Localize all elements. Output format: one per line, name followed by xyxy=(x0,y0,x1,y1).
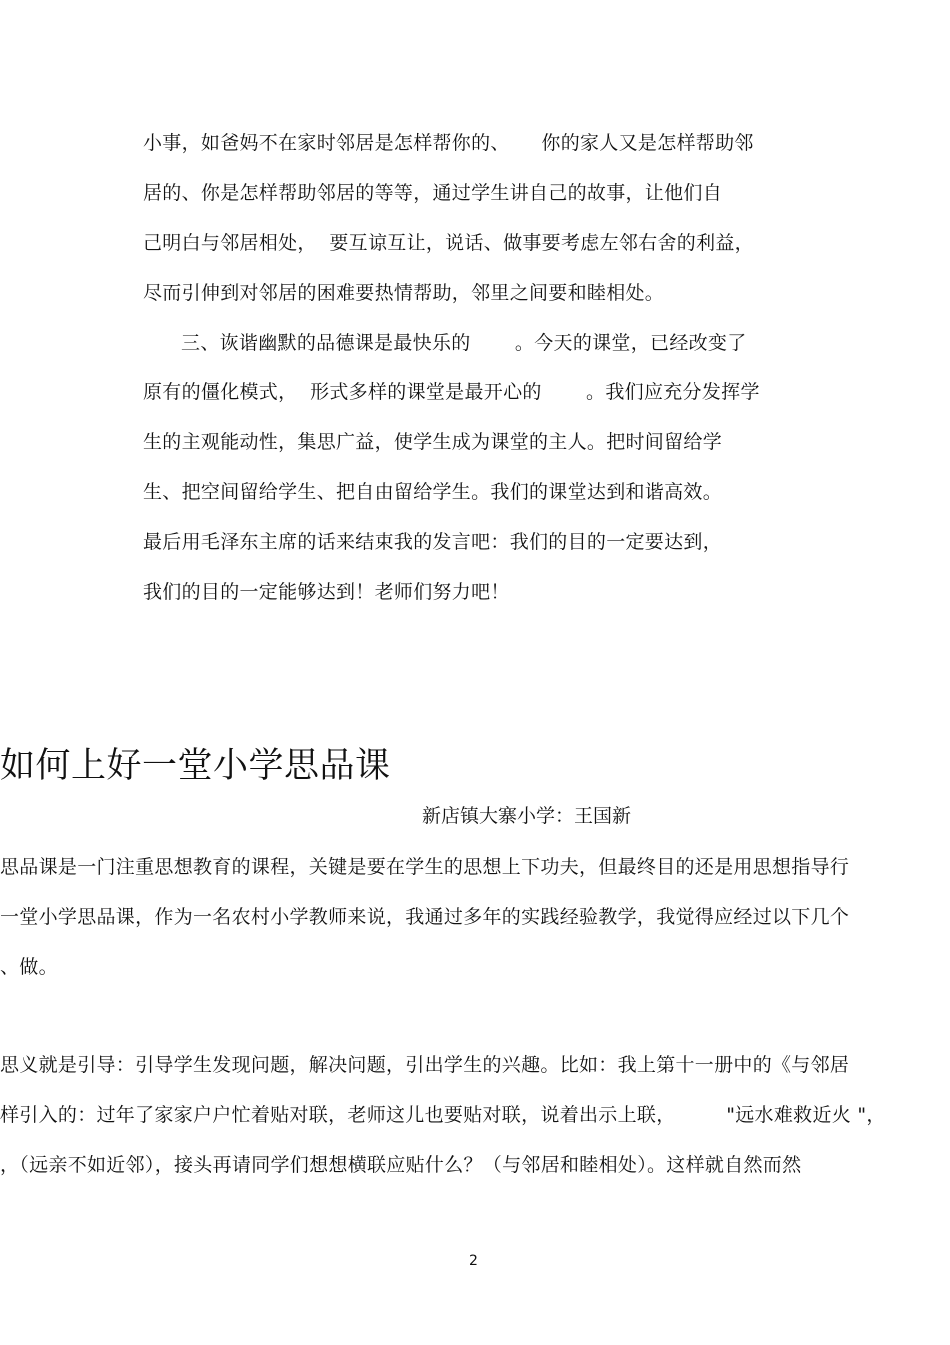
body-text-line: 最后用毛泽东主席的话来结束我的发言吧：我们的目的一定要达到， xyxy=(143,531,723,553)
body-text-line: 样引入的：过年了家家户户忙着贴对联，老师这儿也要贴对联，说着出示上联， "远水难救近火 "， xyxy=(0,1104,886,1126)
body-text-line: 我们的目的一定能够达到！老师们努力吧！ xyxy=(143,581,510,603)
body-text-line: 己明白与邻居相处， 要互谅互让，说话、做事要考虑左邻右舍的利益， xyxy=(143,232,754,254)
body-text-line: 一堂小学思品课，作为一名农村小学教师来说，我通过多年的实践经验教学，我觉得应经过以下几个 xyxy=(0,906,850,928)
body-text-line: 小事，如爸妈不在家时邻居是怎样帮你的、 你的家人又是怎样帮助邻 xyxy=(143,132,754,154)
body-text-line: 三、诙谐幽默的品德课是最快乐的 。今天的课堂，已经改变了 xyxy=(143,332,747,354)
body-text-line: 思义就是引导：引导学生发现问题，解决问题，引出学生的兴趣。比如：我上第十一册中的《与邻居 xyxy=(0,1054,850,1076)
body-text-line: 生、把空间留给学生、把自由留给学生。我们的课堂达到和谐高效。 xyxy=(143,481,723,503)
body-text-line: 居的、你是怎样帮助邻居的等等，通过学生讲自己的故事，让他们自 xyxy=(143,182,723,204)
body-text-line: 、做。 xyxy=(0,956,58,978)
article-author: 新店镇大寨小学：王国新 xyxy=(422,805,632,827)
page-number: 2 xyxy=(469,1253,478,1269)
body-text-line: 尽而引伸到对邻居的困难要热情帮助，邻里之间要和睦相处。 xyxy=(143,282,665,304)
article-title: 如何上好一堂小学思品课 xyxy=(0,746,391,786)
body-text-line: 思品课是一门注重思想教育的课程，关键是要在学生的思想上下功夫，但最终目的还是用思想指导行 xyxy=(0,856,850,878)
body-text-line: 原有的僵化模式， 形式多样的课堂是最开心的 。我们应充分发挥学 xyxy=(143,381,760,403)
body-text-line: ，（远亲不如近邻），接头再请同学们想想横联应贴什么？（与邻居和睦相处）。这样就自然而然 xyxy=(0,1154,802,1176)
body-text-line: 生的主观能动性，集思广益，使学生成为课堂的主人。把时间留给学 xyxy=(143,431,723,453)
